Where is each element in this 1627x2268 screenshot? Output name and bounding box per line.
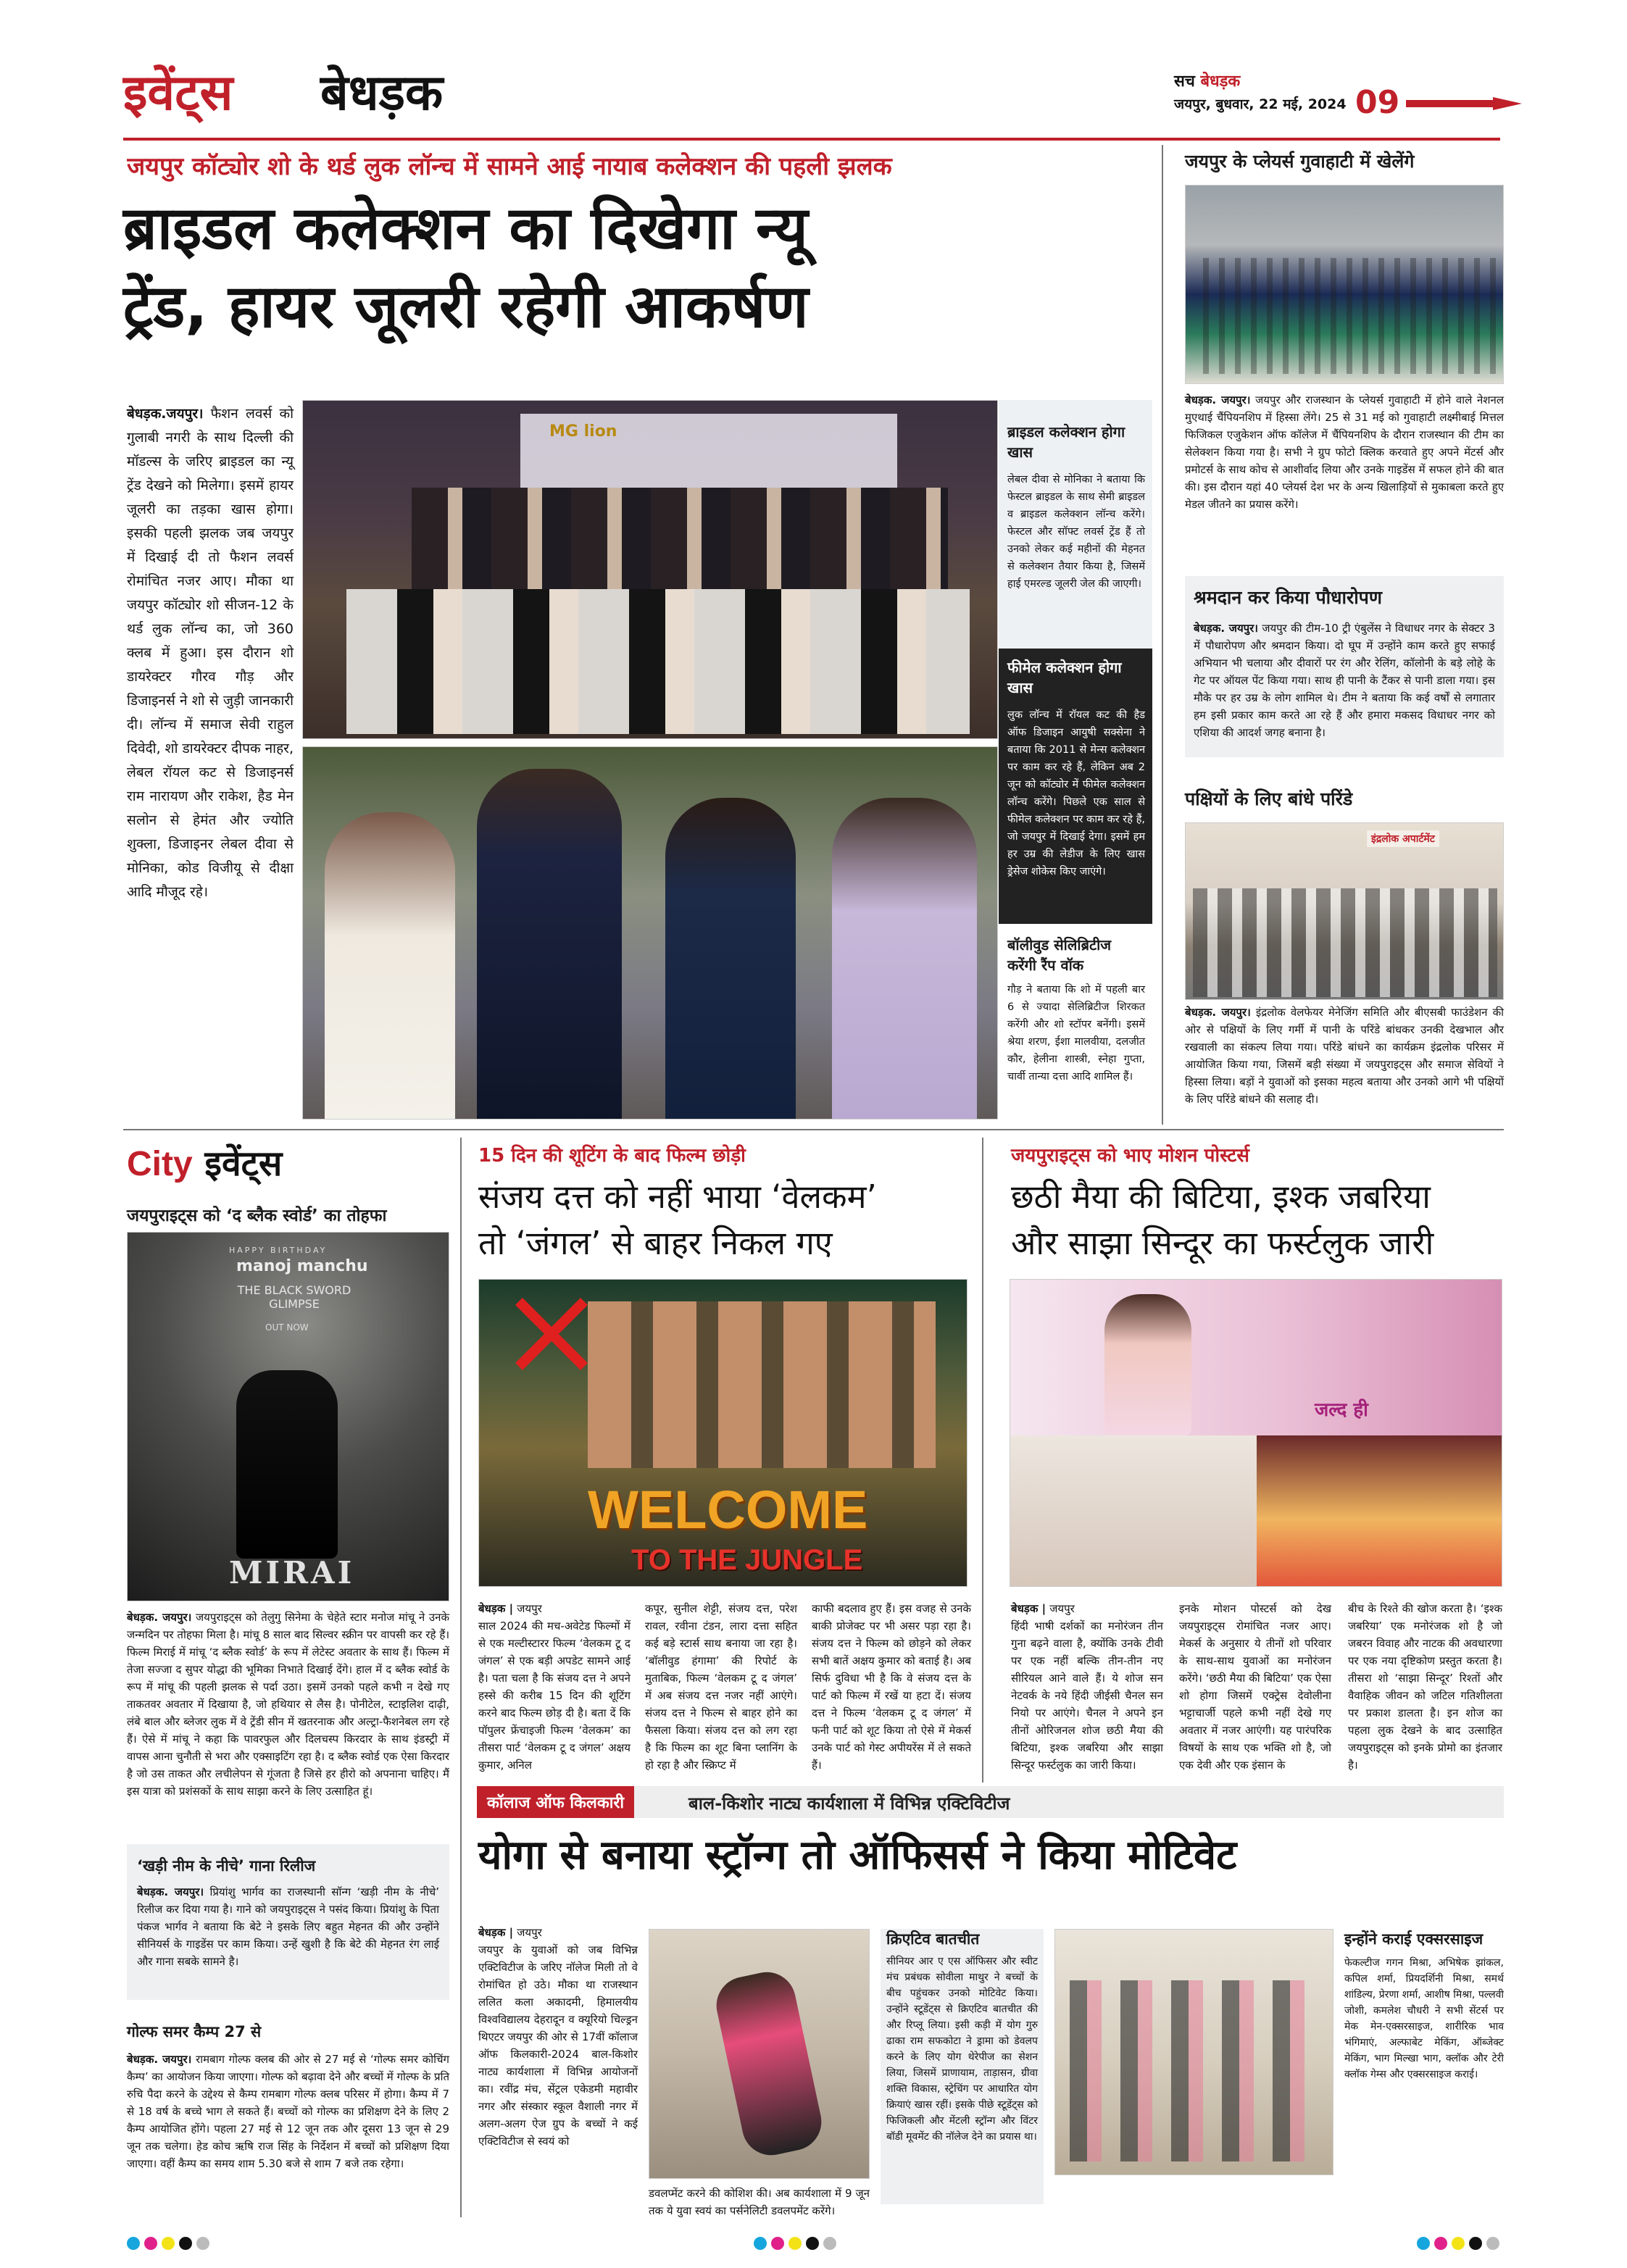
poster-subtitle: THE BLACK SWORD GLIMPSE [237, 1283, 351, 1311]
song-box [127, 1844, 449, 2000]
model-1 [325, 812, 455, 1120]
registration-marks-right [1417, 2237, 1499, 2250]
players-rows [1193, 258, 1497, 374]
film-col-2: कपूर, सुनील शेट्टी, संजय दत्त, परेश रावल, रवीना टंडन, लारा दत्ता सहित कई बड़े स्टार्स साथ बनाया जा रहा है। ‘बॉलीवुड हंगामा’ की रिपोर्ट के मुताबिक, फिल्म ‘वेलकम टू द जंगल’ में अब संजय दत्त नजर नहीं आएंगे। संजय दत्त ने फिल्म से बाहर होने का फैसला किया। संजय दत्त को लग रहा है कि फिल्म का शूट बिना प्लानिंग के हो रहा है और स्क्रिप्ट में [645, 1602, 797, 1772]
sidebar-2-title: श्रमदान कर किया पौधारोपण [1194, 587, 1382, 608]
yoga-photo-2 [1054, 1929, 1333, 2175]
female-box [999, 649, 1152, 924]
poster-saajha-sindoor [1257, 1435, 1502, 1587]
tv-kicker: जयपुराइट्स को भाए मोशन पोस्टर्स [1011, 1145, 1249, 1167]
top-story-body [127, 402, 294, 904]
city-2-text: प्रियांशु भार्गव का राजस्थानी सॉन्ग ‘खड़ी नीम के नीचे’ रिलीज कर दिया गया है। गाने को जयपुराइट्स ने पसंद किया। प्रियांशु के पिता पंकज भार्गव ने बताया कि बेटे ने इसके लिए बहुत मेहनत की और उन्होंने सीनियर्स के गाइडेंस पर काम किया। उन्हें खुशी है कि बेटे की मेहनत रंग लाई और गाना सबके सामने है। [137, 1885, 439, 1968]
poster-coming-soon: जल्द ही [1315, 1399, 1368, 1421]
film-byline: बेधड़क | जयपुर [478, 1602, 542, 1615]
city-column-divider [460, 1138, 462, 2217]
page-number: 09 [1355, 84, 1400, 121]
sidebar-1-text: जयपुर और राजस्थान के प्लेयर्स गुवाहाटी में होने वाले नेशनल मुएथाई चैंपियनशिप में हिस्सा लेंगे। 25 से 31 मई को गुवाहाटी लक्ष्मीबाई मित्तल फिजिकल एजुकेशन ऑफ कॉलेज में चैंपियनशिप के दौरान राजस्थान की टीम का सेलेक्शन किया गया है। सभी ने ग्रुप फोटो क्लिक करवाते हुए अपने मेंटर्स और प्रमोटर्स के साथ कोच से आशीर्वाद लिया और उनके गाइडेंस में सफल होने की बात की। इस दौरान यहां 40 प्लेयर्स देश भर के अन्य खिलाड़ियों से मुकाबला करते हुए मेडल जीतने का प्रयास करेंगे। [1185, 393, 1504, 511]
brand-small [1174, 70, 1240, 91]
sidebar-1-body [1185, 391, 1504, 513]
city-1-byline: बेधड़क. जयपुर। [127, 1611, 192, 1624]
yoga-kicker: बाल-किशोर नाट्य कार्यशाला में विभिन्न एक्टिविटीज [688, 1793, 1010, 1814]
city-logo-a: City [127, 1145, 193, 1183]
birdfeeder-banner: इंद्रलोक अपार्टमेंट [1367, 830, 1439, 847]
film-col-3: काफी बदलाव हुए हैं। इस वजह से उनके बाकी प्रोजेक्ट पर भी असर पड़ा रहा है। संजय दत्त ने फिल्म को छोड़ने को लेकर सभी बातें अक्षय कुमार को बताई है। अब सिर्फ दुविधा भी है कि वे संजय दत्त के पार्ट को फिल्म में रखें या हटा दें। संजय दत्त ने फिल्म ‘वेलकम टू द जंगल’ में फनी पार्ट को शूट किया तो ऐसे में मेकर्स उनके पार्ट को गेस्ट अपीयरेंस में ले सकते हैं। [812, 1602, 971, 1772]
poster-title-2: TO THE JUNGLE [631, 1544, 863, 1576]
film-headline-line-1: संजय दत्त को नहीं भाया ‘वेलकम’ [478, 1177, 877, 1216]
bridal-box-title: ब्राइडल कलेक्शन होगा खास [1007, 423, 1125, 461]
sidebar-3-byline: बेधड़क. जयपुर। [1185, 1006, 1251, 1019]
birdfeeder-photo [1185, 822, 1504, 1000]
tv-byline: बेधड़क | जयपुर [1011, 1602, 1075, 1615]
creative-chat-title: क्रिएटिव बातचीत [886, 1930, 980, 1948]
masthead-title-black: बेधड़क [320, 64, 444, 122]
yoga-col-1 [478, 1924, 638, 2150]
masthead-rule [123, 138, 1500, 141]
sidebar-3-body [1185, 1004, 1504, 1108]
city-2-title: ‘खड़ी नीम के नीचे’ गाना रिलीज [137, 1857, 316, 1875]
poster-out-now: OUT NOW [265, 1322, 309, 1333]
model-3 [665, 798, 796, 1120]
sidebar-2-byline: बेधड़क. जयपुर। [1194, 622, 1258, 635]
headline-line-2: ट्रेंड, हायर जूलरी रहेगी आकर्षण [123, 272, 809, 341]
sidebar-3-title: पक्षियों के लिए बांधे परिंडे [1185, 788, 1353, 809]
sidebar-2-box [1185, 576, 1504, 757]
models-photo [302, 746, 998, 1120]
city-logo-b: इवेंट्स [204, 1143, 283, 1184]
city-2-byline: बेधड़क. जयपुर। [137, 1885, 204, 1898]
tv-posters-photo [1010, 1279, 1502, 1587]
issue-date: जयपुर, बुधवार, 22 मई, 2024 [1174, 96, 1347, 112]
film-headline [478, 1174, 971, 1267]
bridal-box [999, 400, 1152, 649]
tv-col-2: इनके मोशन पोस्टर्स को देख जयपुराइट्स रोमांचित नजर आए। मेकर्स के अनुसार ये तीनों शो परिवार के साथ-साथ युवाओं का मनोरंजन करेंगे। ‘छठी मैया की बिटिया’ एक ऐसा शो होगा जिसमें एक्ट्रेस देवोलीना भट्टाचार्जी पहले कभी नहीं देखे गए अवतार में नजर आएंगी। यह पारंपरिक विषयों के साथ एक भक्ति शो है, जो एक देवी और एक इंसान के [1179, 1602, 1331, 1772]
yoga-figure-1 [711, 1967, 827, 2160]
tv-col-1-text: हिंदी भाषी दर्शकों का मनोरंजन तीन गुना बढ़ने वाला है, क्योंकि उनके टीवी पर एक नहीं बल्कि तीन-तीन नए सीरियल आने वाले हैं। ये शोज सन नेटवर्क के नये हिंदी जीईसी चैनल सन नियो पर आएंगे। चैनल ने अपने इन तीनों ओरिजनल शोज छठी मैया की बिटिया, इश्क जबरिया और साझा सिन्दूर फर्स्टलुक का जारी किया। [1011, 1619, 1163, 1772]
model-4 [832, 798, 977, 1120]
city-1-body [127, 1609, 449, 1800]
cross-icon [512, 1294, 591, 1374]
creative-chat-body: सीनियर आर ए एस ऑफिसर और स्वीट मंच प्रबंधक सोवीला माथुर ने बच्चों के बीच पहुंचकर उनको मोटिवेट किया। उन्होंने स्टूडेंट्स से क्रिएटिव बातचीत की और रिप्लू लिया। इसी कड़ी में योग गुरु ढाका राम सफकोटा ने ड्रामा को डेवलप करने के लिए योग थेरेपीज का सेशन लिया, जिसमें प्राणायाम, ताड़ासन, ग्रीवा शक्ति विकास, स्ट्रेचिंग पर आधारित योग क्रियाएं खास रहीं। इसके पीछे स्टूडेंट्स को फिजिकली और मेंटली स्ट्रॉन्ग और विंटर बॉडी मूवमेंट की नॉलेज देने का प्रयास था। [886, 1956, 1038, 2143]
mirai-poster [127, 1232, 449, 1601]
yoga-col-1-text: जयपुर के युवाओं को जब विभिन्न एक्टिविटीज के जरिए नॉलेज मिली तो वे रोमांचित हो उठे। मौका था राजस्थान ललित कला अकादमी, हिमालयीय विश्वविद्यालय देहरादून व क्यूरियो चिल्ड्रन थिएटर जयपुर की ओर से 17वीं कॉलाज ऑफ किलकारी-2024 बाल-किशोर नाट्य कार्यशाला में विभिन्न आयोजनों का। रवींद्र मंच, सेंट्रल एकेडमी महावीर नगर और संस्कार स्कूल वैशाली नगर में अलग-अलग ऐज ग्रुप के बच्चों ने कई एक्टिविटीज से स्वयं को [478, 1943, 638, 2148]
poster-ishq-jabariya [1010, 1435, 1257, 1587]
section-divider [123, 1129, 1504, 1130]
registration-marks-center [754, 2237, 836, 2250]
city-3-byline: बेधड़क. जयपुर। [127, 2053, 192, 2066]
yoga-group-figures [1070, 1980, 1323, 2161]
headline-line-1: ब्राइडल कलेक्शन का दिखेगा न्यू [123, 194, 808, 263]
celebrity-box-title: बॉलीवुड सेलिब्रिटीज करेंगी रैंप वॉक [1007, 936, 1112, 974]
top-story-byline: बेधड़क.जयपुर। [127, 406, 204, 422]
tv-col-1 [1011, 1600, 1163, 1774]
sidebar-2-body [1194, 620, 1495, 741]
city-1-title: जयपुराइट्स को ‘द ब्लैक स्वोर्ड’ का तोहफा [127, 1206, 387, 1225]
city-3-title: गोल्फ समर कैम्प 27 से [127, 2023, 262, 2040]
top-story-headline [123, 190, 1152, 346]
yoga-tag: कॉलाज ऑफ किलकारी [477, 1786, 634, 1818]
female-box-body: लुक लॉन्च में रॉयल कट की हैड ऑफ डिजाइन आयुषी सक्सेना ने बताया कि 2011 से मेन्स कलेक्शन पर काम कर रहे हैं, लेकिन अब 2 जून को कॉट्योर में फीमेल कलेक्शन लॉन्च करेंगे। पिछले एक साल से फीमेल कलेक्शन पर काम कर रहे हैं, जो जयपुर में दिखाई देगा। इसमें हम हर उम्र की लेडीज के लिए खास ड्रेसेज शोकेस किए जाएंगे। [1007, 709, 1145, 877]
exercise-body: फेकल्टीज गगन मिश्रा, अभिषेक झांकल, कपिल शर्मा, प्रियदर्शिनी मिश्रा, समर्थ शांडिल्य, प्रेरणा शर्मा, आशीष मिश्रा, पल्लवी जोशी, कमलेश चौधरी ने सभी सेंटर्स पर मेक मेन-एक्सरसाइज, शारीरिक भाव भंगिमाएं, अल्फाबेट मेकिंग, ऑब्जेक्ट मेकिंग, भाग मिल्खा भाग, क्लॉक और टेरी क्लॉक गेम्स और एक्सरसाइज कराई। [1344, 1957, 1504, 2080]
celebrity-box-body: गौड़ ने बताया कि शो में पहली बार 6 से ज्यादा सेलिब्रिटीज शिरकत करेंगी और शो स्टॉपर बनेंगी। इसमें श्रेया शरण, ईशा मालवीया, दलजीत कौर, हेलीना शास्त्री, स्नेहा गुप्ता, चार्वी तान्या दत्ता आदि शामिल हैं। [1007, 984, 1145, 1083]
brand-small-2: बेधड़क [1200, 72, 1241, 91]
poster-title-1: WELCOME [588, 1480, 868, 1540]
sidebar-1-title: जयपुर के प्लेयर्स गुवाहाटी में खेलेंगे [1185, 151, 1415, 172]
welcome-jungle-poster [478, 1279, 968, 1587]
poster-chhathi-maiya [1010, 1280, 1502, 1435]
sidebar-2-text: जयपुर की टीम-10 ट्री एंबुलेंस ने विधाधर नगर के सेक्टर 3 में पौधारोपण और श्रमदान किया। दो घूप में उन्होंने काम करते हुए सफाई अभियान भी चलाया और दीवारों पर रंग और रेलिंग, कॉलोनी के बड़े लोहे के गेट पर ऑयल पेंट किया गया। साथ ही पानी के टैंकर से पानी डाला गया। इस मौके पर हर उम्र के लोग शामिल थे। टीम ने बताया कि कई वर्षों से लगातार हम इसी प्रकार काम करते आ रहे हैं और हमारा मकसद विधाधर नगर को एशिया की आदर्श जगह बनाना है। [1194, 622, 1495, 739]
yoga-headline: योगा से बनाया स्ट्रॉन्ग तो ऑफिसर्स ने किया मोटिवेट [478, 1832, 1237, 1879]
exercise-title: इन्होंने कराई एक्सरसाइज [1344, 1930, 1484, 1948]
top-story-kicker: जयपुर कॉट्योर शो के थर्ड लुक लॉन्च में सामने आई नायाब कलेक्शन की पहली झलक [127, 152, 892, 181]
sidebar-3-text: इंद्रलोक वेलफेयर मेनेजिंग समिति और बीएसबी फाउंडेशन की ओर से पक्षियों के लिए गर्मी में पानी के परिंडे बांधकर उनकी देखभाल और रखवाली का संकल्प लिया गया। परिंडे बांधने का कार्यक्रम इंद्रलोक परिसर में आयोजित किया गया, जिसमें बड़ी संख्या में जयपुराइट्स और समाज सेवियों ने हिस्सा लिया। बड़ों ने युवाओं को इसका महत्व बताया और उनको आगे भी पक्षियों के लिए परिंडे बांधने की सलाह दी। [1185, 1006, 1504, 1106]
yoga-mid-caption: डवलप्मेंट करने की कोशिश की। अब कार्यशाला में 9 जून तक ये युवा स्वयं का पर्सनेलिटी डवलपमेंट करेंगे। [649, 2187, 870, 2217]
tv-headline [1011, 1174, 1504, 1267]
film-col-1 [478, 1600, 631, 1774]
poster-girl-figure [1104, 1294, 1191, 1435]
cast-faces [588, 1301, 936, 1468]
birdfeeder-people [1193, 888, 1497, 997]
top-story-text: फैशन लवर्स को गुलाबी नगरी के साथ दिल्ली की मॉडल्स के जरिए ब्राइडल का न्यू ट्रेंड देखने को मिलेगा। इसमें हायर जूलरी का तड़का खास होगा। इसकी पहली झलक जब जयपुर में दिखाई दी तो फैशन लवर्स रोमांचित नजर आए। मौका था जयपुर कॉट्योर शो सीजन-12 के थर्ड लुक लॉन्च का, जो 360 क्लब में हुआ। इस दौरान शो डायरेक्टर गौरव गौड़ और डिजाइनर्स ने शो से जुड़ी जानकारी दी। लॉन्च में समाज सेवी राहुल दिवेदी, शो डायरेक्टर दीपक नाहर, लेबल रॉयल कट से डिजाइनर्स राम नारायण और राकेश, हैड मेन सलोन से हेमंत और ज्योति शुक्ला, डिजाइनर लेबल दीवा से मोनिका, कोड विजीयू से दीक्षा आदि मौजूद रहे। [127, 406, 294, 900]
poster-happy-bday: HAPPY BIRTHDAY [229, 1246, 328, 1255]
city-3-body [127, 2051, 449, 2172]
bridal-box-body: लेबल दीवा से मोनिका ने बताया कि फेस्टल ब्राइडल के साथ सेमी ब्राइडल व ब्राइडल कलेक्शन लॉन्च करेंगे। फेस्टल और सॉफ्ट लवर्स ट्रेंड हैं तो उनको लेकर कई महीनों की मेहनत से कलेक्शन तैयार किया है, जिसमें हाई एमरल्ड जूलरी जेल की जाएगी। [1007, 474, 1145, 590]
launch-group-photo [302, 400, 998, 739]
city-3-text: रामबाग गोल्फ क्लब की ओर से 27 मई से ‘गोल्फ समर कोचिंग कैम्प’ का आयोजन किया जाएगा। गोल्फ को बढ़ावा देने और बच्चों में गोल्फ के प्रति रुचि पैदा करने के उद्देश्य से कैम्प रामबाग गोल्फ क्लब परिसर में होगा। कैम्प में 7 से 18 वर्ष के बच्चे भाग ले सकते हैं। बच्चों को गोल्फ का प्रशिक्षण देने के लिए 2 कैम्प आयोजित होंगे। पहला 27 मई से 12 जून तक और दूसरा 13 जून से 29 जून तक चलेगा। हेड कोच ऋषि राज सिंह के निर्देशन में बच्चों को प्रशिक्षण दिया जाएगा। वहीं कैम्प का समय शाम 5.30 बजे से शाम 7 बजे तक रहेगा। [127, 2053, 449, 2170]
film-tv-divider [982, 1138, 983, 1783]
tv-headline-line-1: छठी मैया की बिटिया, इश्क जबरिया [1011, 1177, 1431, 1216]
city-1-text: जयपुराइट्स को तेलुगु सिनेमा के चेहेते स्टार मनोज मांचू ने उनके जन्मदिन पर तोहफा मिला है। मांचू 8 साल बाद सिल्वर स्क्रीन पर वापसी कर रहे हैं। फिल्म मिराई में मांचू ‘द ब्लैक स्वोर्ड’ के रूप में लेटेस्ट अवतार के साथ हैं। फिल्म में तेजा सज्जा द सुपर योद्धा की भूमिका निभाते दिखाई देंगे। हाल में द ब्लैक स्वोर्ड के रूप में मांचू की पहली झलक से पर्दा उठा। इसमें उनको पहले कभी न देखे गए ताकतवर अवतार में दिखाया है, जो हथियार से लैस है। पोनीटेल, स्टाइलिश दाढ़ी, लंबे बाल और ब्लेजर लुक में वे ट्रेंडी सीन में खतरनाक और अल्ट्रा-फैशनेबल लग रहे हैं। ऐसे में मांचू ने कहा कि पावरफुल और दिलचस्प किरदार के साथ इंडस्ट्री में वापस आना चुनौती से भरा और एक्साइटिंग रहा है। द ब्लैक स्वोर्ड एक ऐसा किरदार है जो उस ताकत और लचीलेपन से गूंजता है जिसे हर हीरो को अपनाना चाहिए। मैं इस यात्रा को प्रशंसकों के साथ साझा करने के लिए उत्साहित हूं। [127, 1611, 449, 1798]
sidebar-divider [1162, 145, 1163, 1125]
masthead [123, 51, 1515, 130]
poster-actor-name: manoj manchu [236, 1257, 368, 1275]
poster-logo: MIRAI [229, 1555, 355, 1590]
masthead-title-red: इवेंट्स [123, 64, 233, 122]
pen-icon [1406, 93, 1522, 114]
exercise-box [1344, 1929, 1504, 2204]
creative-chat-box [881, 1929, 1044, 2204]
yoga-byline: बेधड़क | जयपुर [478, 1926, 542, 1939]
model-2 [477, 769, 622, 1120]
yoga-photo-1 [649, 1929, 870, 2179]
city-events-logo [127, 1139, 282, 1186]
registration-marks-left [127, 2237, 209, 2250]
poster-figure [236, 1370, 338, 1559]
film-kicker: 15 दिन की शूटिंग के बाद फिल्म छोड़ी [478, 1145, 746, 1167]
brand-small-1: सच [1174, 72, 1195, 91]
people-row-front [346, 589, 970, 734]
sidebar-1-byline: बेधड़क. जयपुर। [1185, 393, 1251, 407]
celebrity-box [999, 935, 1152, 1123]
tv-headline-line-2: और साझा सिन्दूर का फर्स्टलुक जारी [1011, 1224, 1434, 1262]
banner-text: MG lion [549, 422, 617, 441]
city-2-body [137, 1883, 439, 1970]
people-row-back [412, 488, 948, 604]
female-box-title: फीमेल कलेक्शन होगा खास [1007, 659, 1122, 696]
film-col-1-text: साल 2024 की मच-अवेटेड फिल्मों में से एक मल्टीस्टारर फिल्म ‘वेलकम टू द जंगल’ से एक बड़ी अपडेट सामने आई है। पता चला है कि संजय दत्त ने अपने हस्से की करीब 15 दिन की शूटिंग करने बाद फिल्म छोड़ दी है। बता दें कि पॉपुलर फ्रेंचाइजी फिल्म ‘वेलकम’ का तीसरा पार्ट ‘वेलकम टू द जंगल’ अक्षय कुमार, अनिल [478, 1619, 631, 1772]
tv-col-3: बीच के रिश्ते की खोज करता है। ‘इश्क जबरिया’ एक मनोरंजक शो है जो जबरन विवाह और नाटक की अवधारणा पर एक नया दृष्टिकोण प्रस्तुत करता है। तीसरा शो ‘साझा सिन्दूर’ रिश्तों और वैवाहिक जीवन को जटिल गतिशीलता पर प्रकाश डालता है। इन शोज का पहला लुक देखने के बाद उत्साहित जयपुराइट्स को इनके प्रोमो का इंतजार है। [1348, 1602, 1502, 1772]
film-headline-line-2: तो ‘जंगल’ से बाहर निकल गए [478, 1224, 833, 1262]
players-group-photo [1185, 185, 1504, 384]
